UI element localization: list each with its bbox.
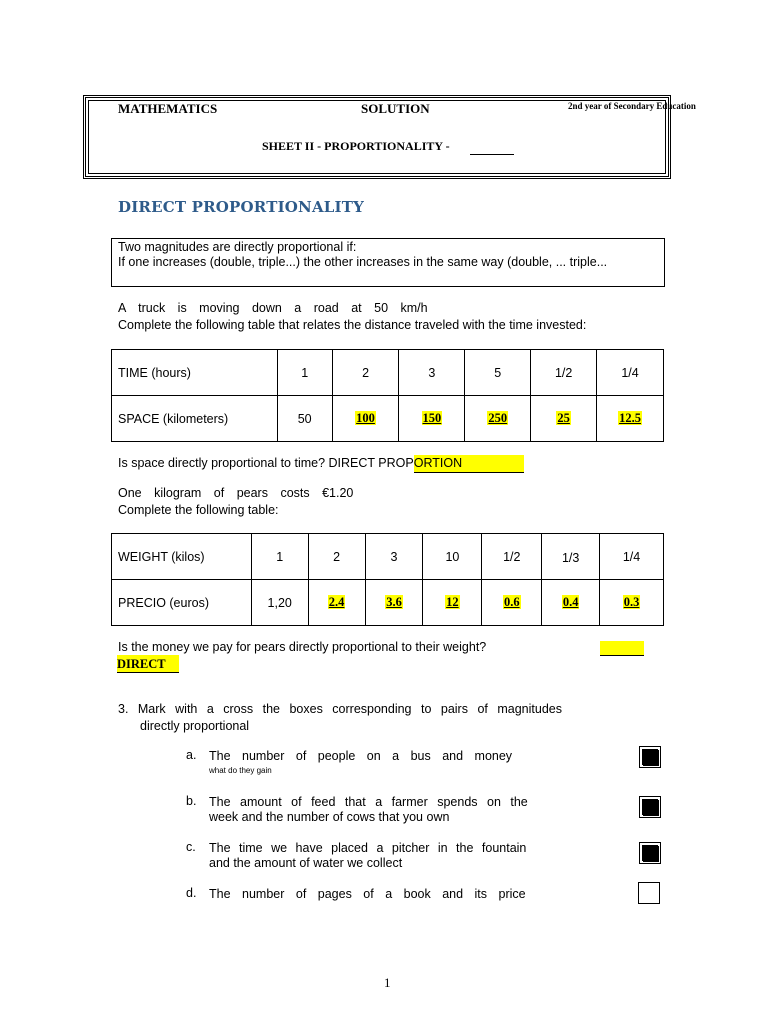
answer-value: 12.5 bbox=[619, 411, 641, 425]
truck-line-1: A truck is moving down a road at 50 km/h bbox=[118, 301, 428, 315]
answer-value: 100 bbox=[356, 411, 375, 425]
question-1-text: Is space directly proportional to time? DIRECT PROP bbox=[118, 456, 414, 470]
table-cell: 1/4 bbox=[600, 534, 664, 580]
pears-statement bbox=[118, 485, 353, 519]
option-d-letter: d. bbox=[186, 886, 197, 900]
pears-line-2: Complete the following table: bbox=[118, 503, 279, 517]
pears-line-1: One kilogram of pears costs €1.20 bbox=[118, 486, 354, 500]
time-row-label: TIME (hours) bbox=[112, 350, 278, 396]
option-b-text-2: week and the number of cows that you own bbox=[209, 810, 450, 824]
answer-cell bbox=[482, 580, 542, 626]
checkbox-option-d[interactable] bbox=[638, 882, 660, 904]
truck-statement bbox=[118, 300, 586, 334]
solution-label: SOLUTION bbox=[361, 101, 430, 116]
answer-cell bbox=[332, 396, 399, 442]
option-b-letter: b. bbox=[186, 794, 197, 808]
answer-value: 250 bbox=[488, 411, 508, 425]
answer-cell bbox=[600, 580, 664, 626]
exercise-3-line-1: 3. Mark with a cross the boxes corresponding to pairs of magnitudes bbox=[118, 702, 562, 716]
answer-cell bbox=[597, 396, 664, 442]
question-2-answer: DIRECT bbox=[117, 657, 166, 671]
option-a-letter: a. bbox=[186, 748, 197, 762]
table-cell: 1/2 bbox=[531, 350, 597, 396]
question-2-answer-field bbox=[117, 655, 179, 673]
answer-value: 2.4 bbox=[328, 595, 345, 609]
table-cell: 5 bbox=[465, 350, 531, 396]
table-cell: 1,20 bbox=[251, 580, 308, 626]
table-cell: 10 bbox=[423, 534, 482, 580]
answer-cell bbox=[423, 580, 482, 626]
table-row bbox=[112, 580, 664, 626]
question-2-text: Is the money we pay for pears directly proportional to their weight? bbox=[118, 640, 487, 654]
table-cell: 2 bbox=[308, 534, 365, 580]
page-number: 1 bbox=[384, 975, 391, 990]
question-1-answer-field bbox=[414, 455, 524, 473]
table-cell: 1/4 bbox=[597, 350, 664, 396]
subject-label: MATHEMATICS bbox=[118, 101, 218, 116]
option-a-text: The number of people on a bus and money bbox=[209, 749, 513, 763]
checkbox-option-b[interactable] bbox=[639, 796, 661, 818]
option-d-text: The number of pages of a book and its price bbox=[209, 887, 526, 901]
answer-cell bbox=[465, 396, 531, 442]
table-cell: 3 bbox=[365, 534, 423, 580]
price-row-label: PRECIO (euros) bbox=[112, 580, 252, 626]
definition-box bbox=[111, 238, 665, 287]
table-cell: 1/3 bbox=[542, 534, 600, 580]
weight-row-label: WEIGHT (kilos) bbox=[112, 534, 252, 580]
option-c-text-2: and the amount of water we collect bbox=[209, 856, 403, 870]
table-cell: 1 bbox=[251, 534, 308, 580]
table-cell: 3 bbox=[399, 350, 465, 396]
sheet-title: SHEET II - PROPORTIONALITY - bbox=[262, 139, 450, 153]
exercise-3-line-2: directly proportional bbox=[140, 719, 250, 733]
answer-value: 3.6 bbox=[386, 595, 402, 609]
answer-value: 0.4 bbox=[562, 595, 579, 609]
answer-cell bbox=[399, 396, 465, 442]
table-row bbox=[112, 396, 664, 442]
sheet-title-underline bbox=[470, 154, 514, 155]
table-cell: 50 bbox=[277, 396, 332, 442]
answer-value: 25 bbox=[557, 411, 570, 425]
answer-value: 0.6 bbox=[503, 595, 520, 609]
table-cell: 1/2 bbox=[482, 534, 542, 580]
answer-cell bbox=[531, 396, 597, 442]
table-row bbox=[112, 350, 664, 396]
checkbox-option-c[interactable] bbox=[639, 842, 661, 864]
checkbox-option-a[interactable] bbox=[639, 746, 661, 768]
answer-value: 0.3 bbox=[623, 595, 640, 609]
answer-cell bbox=[308, 580, 365, 626]
answer-value: 150 bbox=[422, 411, 442, 425]
table-cell: 1 bbox=[277, 350, 332, 396]
option-c-text: The time we have placed a pitcher in the fountain bbox=[209, 841, 527, 855]
question-1 bbox=[118, 455, 524, 473]
answer-cell bbox=[542, 580, 600, 626]
answer-value: 12 bbox=[446, 595, 459, 609]
exercise-3 bbox=[118, 701, 602, 735]
option-a-text-2: what do they gain bbox=[209, 766, 272, 775]
table-row bbox=[112, 534, 664, 580]
section-title: DIRECT PROPORTIONALITY bbox=[118, 198, 365, 216]
year-label: 2nd year of Secondary Education bbox=[568, 101, 696, 111]
table-cell: 2 bbox=[332, 350, 399, 396]
option-b-text: The amount of feed that a farmer spends on the bbox=[209, 795, 528, 809]
question-1-answer: ORTION bbox=[413, 456, 463, 470]
weight-price-table bbox=[111, 533, 664, 626]
space-row-label: SPACE (kilometers) bbox=[112, 396, 278, 442]
question-2-answer-line bbox=[600, 641, 644, 656]
truck-line-2: Complete the following table that relates the distance traveled with the time invested: bbox=[118, 318, 587, 332]
definition-line-2: If one increases (double, triple...) the other increases in the same way (double, ... triple... bbox=[118, 255, 608, 269]
definition-line-1: Two magnitudes are directly proportional if: bbox=[118, 240, 357, 254]
time-space-table bbox=[111, 349, 664, 442]
option-c-letter: c. bbox=[186, 840, 196, 854]
answer-cell bbox=[365, 580, 423, 626]
